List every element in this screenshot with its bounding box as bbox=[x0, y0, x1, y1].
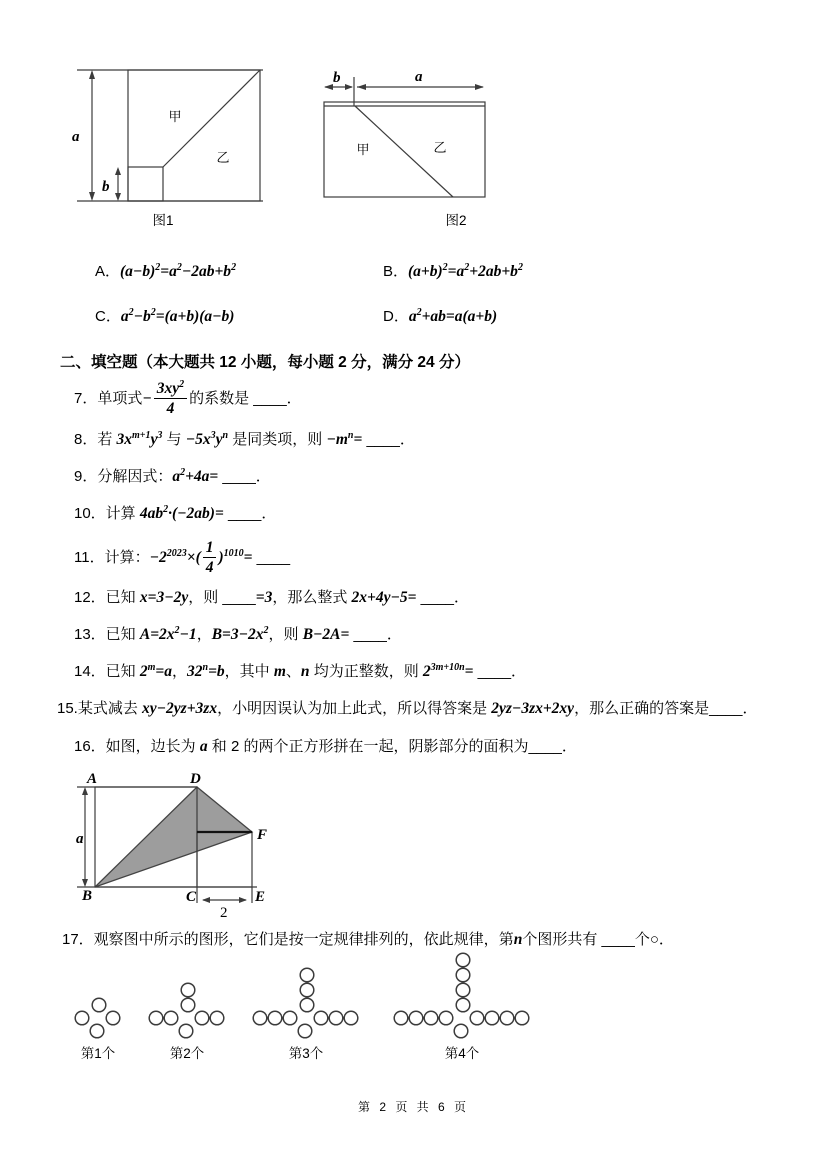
pattern-circle bbox=[515, 1011, 529, 1025]
shaded-triangle bbox=[95, 787, 252, 887]
pattern-circle bbox=[253, 1011, 267, 1025]
pattern-circle bbox=[210, 1011, 224, 1025]
pattern-circle bbox=[329, 1011, 343, 1025]
pattern-circle bbox=[470, 1011, 484, 1025]
fig16-label-C: C bbox=[186, 889, 197, 905]
question-11: 11．计算：$-2^{2023}\times$( $\frac{1}{4}$ )$^{1010}$= ____ bbox=[74, 538, 291, 577]
option-d bbox=[383, 305, 523, 326]
question-14: 14．已知 $2^m=a$，$32^n=b$，其中 m、n 均为正整数，则 $2^{3m+10n}=$ ____． bbox=[74, 662, 527, 681]
fig1-label-a: a bbox=[72, 129, 80, 145]
pattern-circle bbox=[439, 1011, 453, 1025]
pattern-circle bbox=[314, 1011, 328, 1025]
question-9: 9．分解因式：$a^2+4a=$ ____． bbox=[74, 466, 271, 485]
question-8: 8．若 $3x^{m+1}y^3$ 与 $-5x^3y^n$ 是同类项，则 $-m^n=$ ____． bbox=[74, 429, 415, 448]
pattern-circle bbox=[90, 1024, 104, 1038]
option-c-key: C． bbox=[95, 308, 121, 325]
option-b bbox=[383, 260, 523, 281]
option-b-formula: $(a+b)^2=a^2+2ab+b^2$ bbox=[408, 262, 523, 280]
fig2-label-b: b bbox=[333, 70, 341, 86]
pattern-circle bbox=[394, 1011, 408, 1025]
fig1-region-jia: 甲 bbox=[168, 109, 182, 124]
options bbox=[95, 260, 523, 326]
option-a-formula: $(a-b)^2=a^2-2ab+b^2$ bbox=[120, 262, 237, 280]
fig2-region-jia: 甲 bbox=[356, 142, 370, 157]
pattern-circle bbox=[195, 1011, 209, 1025]
pattern-circle bbox=[409, 1011, 423, 1025]
fig16-label-D: D bbox=[190, 773, 201, 787]
question-17 bbox=[62, 928, 674, 949]
option-c bbox=[95, 305, 383, 326]
question-16-figure bbox=[76, 773, 291, 926]
pattern-4 bbox=[394, 953, 529, 1061]
option-c-formula: $a^2-b^2=(a+b)(a-b)$ bbox=[120, 307, 235, 325]
question-16: 16．如图，边长为 a 和 2 的两个正方形拼在一起，阴影部分的面积为____． bbox=[74, 738, 577, 756]
pattern-circle bbox=[92, 998, 106, 1012]
pattern-circle bbox=[298, 1024, 312, 1038]
pattern-circle bbox=[181, 983, 195, 997]
figure-2 bbox=[323, 62, 498, 230]
pattern-circle bbox=[456, 983, 470, 997]
pattern-1 bbox=[75, 998, 120, 1061]
figure-1 bbox=[68, 62, 268, 230]
fig1-label-b: b bbox=[102, 179, 110, 195]
question-17-patterns bbox=[60, 952, 590, 1069]
pattern-circle bbox=[283, 1011, 297, 1025]
pattern-circle bbox=[181, 998, 195, 1012]
figure-1-caption: 图1 bbox=[152, 213, 174, 228]
fig1-region-yi: 乙 bbox=[216, 150, 230, 165]
pattern-circle bbox=[179, 1024, 193, 1038]
question-12: 12．已知 x=3−2y，则 ____=3，那么整式 2x+4y−5= ____． bbox=[74, 589, 470, 607]
fig16-label-2: 2 bbox=[220, 905, 228, 921]
pattern-circle bbox=[424, 1011, 438, 1025]
pattern-circle bbox=[268, 1011, 282, 1025]
fig16-label-E: E bbox=[255, 889, 266, 905]
fig16-label-A: A bbox=[87, 773, 98, 787]
figure-2-caption: 图2 bbox=[445, 213, 467, 228]
pattern-circle bbox=[456, 968, 470, 982]
pattern-circle bbox=[454, 1024, 468, 1038]
pattern-circle bbox=[485, 1011, 499, 1025]
question-15: 15.某式减去 xy−2yz+3zx，小明因误认为加上此式，所以得答案是 2yz−3zx+2xy，那么正确的答案是____． bbox=[57, 700, 758, 718]
pattern-circle bbox=[164, 1011, 178, 1025]
fig16-label-B: B bbox=[82, 888, 93, 904]
option-a-key: A． bbox=[95, 263, 121, 280]
pattern-circle bbox=[344, 1011, 358, 1025]
fill-in-questions bbox=[57, 378, 780, 772]
option-d-key: D． bbox=[383, 308, 409, 325]
figures-row bbox=[68, 62, 498, 230]
pattern-circle bbox=[456, 998, 470, 1012]
fig16-label-a: a bbox=[76, 831, 84, 847]
question-13: 13．已知 $A=2x^2-1$，$B=3-2x^2$，则 B−2A= ____． bbox=[74, 625, 402, 644]
question-17-text: 17．观察图中所示的图形，它们是按一定规律排列的，依此规律，第n个图形共有 ____个○． bbox=[62, 931, 674, 948]
option-d-formula: $a^2+ab=a(a+b)$ bbox=[408, 307, 498, 325]
pattern-4-label: 第4个 bbox=[444, 1046, 480, 1061]
pattern-circle bbox=[149, 1011, 163, 1025]
pattern-circle bbox=[500, 1011, 514, 1025]
fig16-label-F: F bbox=[257, 827, 268, 843]
pattern-circle bbox=[300, 968, 314, 982]
pattern-2-label: 第2个 bbox=[169, 1046, 205, 1061]
pattern-circle bbox=[300, 998, 314, 1012]
section-header: 二、填空题（本大题共 12 小题，每小题 2 分，满分 24 分） bbox=[60, 354, 470, 371]
pattern-1-label: 第1个 bbox=[80, 1046, 116, 1061]
fig2-label-a: a bbox=[415, 69, 423, 85]
question-10: 10．计算 $4ab^2\cdot(-2ab)=$ ____． bbox=[74, 503, 277, 522]
page-footer: 第 2 页 共 6 页 bbox=[357, 1100, 470, 1114]
pattern-2 bbox=[149, 983, 224, 1061]
pattern-circle bbox=[456, 953, 470, 967]
pattern-circle bbox=[75, 1011, 89, 1025]
option-b-key: B． bbox=[383, 263, 409, 280]
pattern-circle bbox=[106, 1011, 120, 1025]
pattern-3 bbox=[253, 968, 358, 1061]
option-a bbox=[95, 260, 383, 281]
question-7: 7．单项式− $\frac{3xy^2}{4}$ 的系数是 ____． bbox=[74, 378, 302, 418]
pattern-3-label: 第3个 bbox=[288, 1046, 324, 1061]
pattern-circle bbox=[300, 983, 314, 997]
fig2-region-yi: 乙 bbox=[433, 140, 447, 155]
